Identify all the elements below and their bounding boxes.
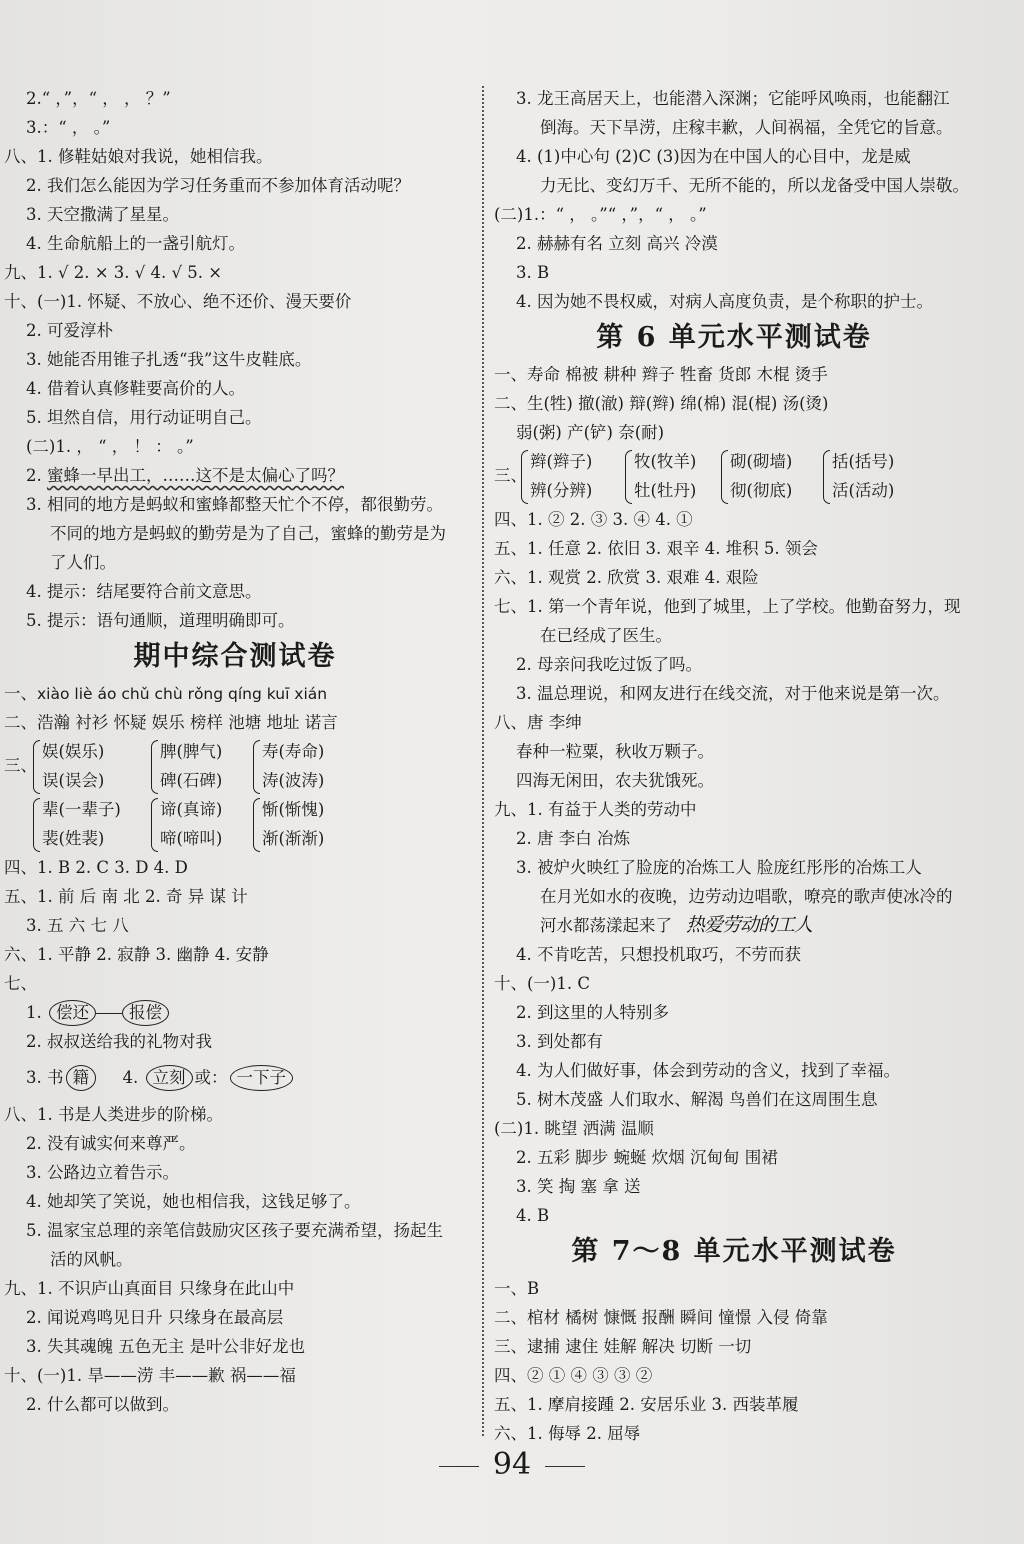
column-divider [482, 86, 484, 1436]
answer-line: 3. 她能否用锥子扎透“我”这牛皮鞋底。 [26, 350, 312, 369]
char-pair [160, 737, 222, 795]
answer-line: 六、1. 侮辱 2. 屈辱 [494, 1424, 641, 1443]
answer-line: 力无比、变幻万千、无所不能的，所以龙备受中国人崇敬。 [540, 176, 969, 195]
handwritten-note: 热爱劳动的工人 [686, 914, 813, 936]
answer-line: 弱(粥) 产(铲) 奈(耐) [516, 423, 665, 442]
answer-line: 2. 唐 李白 冶炼 [516, 829, 630, 848]
answer-line: 九、1. 不识庐山真面目 只缘身在此山中 [4, 1279, 295, 1298]
left-column [4, 84, 466, 1419]
answer-line: 三、逮捕 逮住 娃解 解决 切断 一切 [494, 1337, 752, 1356]
char-pair-item: 牡(牡丹) [634, 481, 697, 500]
answer-line: 二、棺材 橘树 慷慨 报酬 瞬间 憧憬 入侵 倚靠 [494, 1308, 828, 1327]
answer-line: 五、1. 任意 2. 依旧 3. 艰辛 4. 堆积 5. 领会 [494, 539, 818, 558]
answer-line: 七、 [4, 974, 37, 993]
page-number-dash [545, 1466, 585, 1467]
char-pair [160, 795, 222, 853]
item-number: 三、 [494, 466, 527, 485]
section-title-unit7-8: 第 7～8 单元水平测试卷 [571, 1236, 897, 1267]
alternative-label: 或： [194, 1068, 228, 1087]
answer-line: 3. 天空撒满了星星。 [26, 205, 179, 224]
answer-line: 九、1. 有益于人类的劳动中 [494, 800, 697, 819]
section-title-midterm: 期中综合测试卷 [133, 641, 337, 672]
answer-line: 4. 借着认真修鞋要高价的人。 [26, 379, 245, 398]
char-pair [42, 737, 104, 795]
right-column [494, 84, 974, 1448]
answer-line: 3.：“ ， 。” [26, 118, 111, 137]
answer-line: 3. 五 六 七 八 [26, 916, 129, 935]
page-number-dash [439, 1466, 479, 1467]
answer-line: 2. 可爱淳朴 [26, 321, 113, 340]
circled-word: 籍 [66, 1065, 97, 1091]
answer-line: 春种一粒粟，秋收万颗子。 [516, 742, 714, 761]
answer-line: 4. B [516, 1206, 550, 1225]
char-pair [42, 795, 121, 853]
char-pair-item: 渐(渐渐) [262, 829, 325, 848]
answer-line: 5. 坦然自信，用行动证明自己。 [26, 408, 262, 427]
answer-line: 六、1. 平静 2. 寂静 3. 幽静 4. 安静 [4, 945, 269, 964]
answer-line: 4. 生命航船上的一盏引航灯。 [26, 234, 245, 253]
answer-line: 2. 没有诚实何来尊严。 [26, 1134, 196, 1153]
answer-line: 一、B [494, 1279, 540, 1298]
answer-line [4, 1056, 466, 1100]
answer-line: 了人们。 [50, 553, 116, 572]
answer-line: 八、1. 书是人类进步的阶梯。 [4, 1105, 223, 1124]
item-number: 1. [26, 1003, 42, 1022]
brace-group [4, 737, 466, 795]
answer-line: 2.“ ，”，“ ， ， ？” [26, 89, 171, 108]
answer-line: 2. 我们怎么能因为学习任务重而不参加体育活动呢？ [26, 176, 410, 195]
circled-word: 立刻 [146, 1065, 193, 1091]
char-pair [832, 447, 894, 505]
answer-line: 十、(一)1. C [494, 974, 590, 993]
answer-line: 倒海。天下旱涝，庄稼丰歉，人间祸福，全凭它的旨意。 [540, 118, 953, 137]
char-pair-item: 彻(彻底) [730, 481, 793, 500]
circled-word: 报偿 [122, 1000, 169, 1026]
char-pair-item: 脾(脾气) [160, 742, 223, 761]
answer-line: 3. 公路边立着告示。 [26, 1163, 179, 1182]
answer-line: 十、(一)1. 怀疑、不放心、绝不还价、漫天要价 [4, 292, 352, 311]
page-number-text: 94 [492, 1447, 532, 1482]
answer-line: 4. 因为她不畏权威，对病人高度负责，是个称职的护士。 [516, 292, 933, 311]
answer-line: 在已经成了医生。 [540, 626, 672, 645]
answer-line: 3. 相同的地方是蚂蚁和蜜蜂都整天忙个不停，都很勤劳。 [26, 495, 443, 514]
answer-line: 5. 提示：语句通顺，道理明确即可。 [26, 611, 295, 630]
answer-line: 3. 龙王高居天上，也能潜入深渊；它能呼风唤雨，也能翻江 [516, 89, 950, 108]
char-pair-item: 牧(牧羊) [634, 452, 697, 471]
answer-line: 四海无闲田，农夫犹饿死。 [516, 771, 714, 790]
answer-text: 河水都荡漾起来了 [540, 916, 672, 935]
answer-line: 六、1. 观赏 2. 欣赏 3. 艰难 4. 艰险 [494, 568, 759, 587]
circled-word: 偿还 [49, 1000, 96, 1026]
char-pair-item: 误(误会) [42, 771, 105, 790]
answer-line: 五、1. 摩肩接踵 2. 安居乐业 3. 西装革履 [494, 1395, 799, 1414]
answer-line [4, 461, 466, 490]
char-pair [530, 447, 592, 505]
answer-line: 2. 五彩 脚步 蜿蜒 炊烟 沉甸甸 围裙 [516, 1148, 778, 1167]
brace-group [4, 795, 466, 853]
char-pair-item: 砌(砌墙) [730, 452, 793, 471]
answer-line: 八、1. 修鞋姑娘对我说，她相信我。 [4, 147, 273, 166]
answer-line: 4. 不肯吃苦，只想投机取巧，不劳而获 [516, 945, 801, 964]
char-pair-item: 辨(分辨) [530, 481, 593, 500]
answer-line: (二)1. 眺望 洒满 温顺 [494, 1119, 654, 1138]
answer-line: 5. 温家宝总理的亲笔信鼓励灾区孩子要充满希望，扬起生 [26, 1221, 443, 1240]
circled-word: 一下子 [230, 1065, 294, 1091]
answer-line: 2. 赫赫有名 立刻 高兴 冷漠 [516, 234, 718, 253]
answer-line [4, 998, 466, 1027]
answer-line: 活的风帆。 [50, 1250, 133, 1269]
answer-line: 四、1. ② 2. ③ 3. ④ 4. ① [494, 510, 693, 529]
section-title-unit6: 第 6 单元水平测试卷 [596, 322, 872, 353]
brace-group [494, 447, 974, 505]
answer-line: 4. 她却笑了笑说，她也相信我，这钱足够了。 [26, 1192, 361, 1211]
answer-line: 3. 笑 掏 塞 拿 送 [516, 1177, 641, 1196]
item-number: 三、 [4, 756, 37, 775]
answer-line: 5. 树木茂盛 人们取水、解渴 鸟兽们在这周围生息 [516, 1090, 878, 1109]
item-number: 3. 书 [26, 1068, 64, 1087]
char-pair-item: 谛(真谛) [160, 800, 223, 819]
answer-line: 五、1. 前 后 南 北 2. 奇 异 谋 计 [4, 887, 248, 906]
char-pair-item: 括(括号) [832, 452, 895, 471]
char-pair [262, 795, 324, 853]
answer-line: 在月光如水的夜晚，边劳动边唱歌，嘹亮的歌声使冰冷的 [540, 887, 953, 906]
answer-line: 四、1. B 2. C 3. D 4. D [4, 858, 188, 877]
answer-line: 四、② ① ④ ③ ③ ② [494, 1366, 653, 1385]
char-pair [634, 447, 696, 505]
answer-line: 4. (1)中心句 (2)C (3)因为在中国人的心目中，龙是威 [516, 147, 911, 166]
answer-line: 3. B [516, 263, 550, 282]
answer-line: 二、浩瀚 衬衫 怀疑 娱乐 榜样 池塘 地址 诺言 [4, 713, 338, 732]
answer-line: 二、生(牲) 撤(澈) 辩(辫) 绵(棉) 混(棍) 汤(烫) [494, 394, 829, 413]
char-pair-item: 活(活动) [832, 481, 895, 500]
char-pair-item: 娱(娱乐) [42, 742, 105, 761]
answer-line: 3. 失其魂魄 五色无主 是叶公非好龙也 [26, 1337, 305, 1356]
answer-line: (二)1. ， “ ， ！ ： 。” [26, 437, 194, 456]
pinyin-answers: xiào liè áo chǔ chù rǒng qíng kuī xián [37, 685, 328, 703]
answer-line: 2. 叔叔送给我的礼物对我 [26, 1032, 212, 1051]
item-number: 2. [26, 466, 42, 485]
char-pair-item: 涛(波涛) [262, 771, 325, 790]
page-number [0, 1445, 1024, 1485]
pinyin-line [4, 679, 466, 708]
answer-line: 十、(一)1. 旱——涝 丰——歉 祸——福 [4, 1366, 296, 1385]
answer-line: 2. 到这里的人特别多 [516, 1003, 669, 1022]
char-pair-item: 裴(姓裴) [42, 829, 105, 848]
item-number: 一、 [4, 684, 37, 703]
answer-line: 3. 被炉火映红了脸庞的冶炼工人 脸庞红彤彤的冶炼工人 [516, 858, 922, 877]
answer-line: 2. 母亲问我吃过饭了吗。 [516, 655, 702, 674]
connector-line [96, 1013, 122, 1014]
char-pair-item: 辈(一辈子) [42, 800, 121, 819]
char-pair-item: 啼(啼叫) [160, 829, 223, 848]
answer-line: 八、唐 李绅 [494, 713, 582, 732]
answer-line: 七、1. 第一个青年说，他到了城里，上了学校。他勤奋努力，现 [494, 597, 961, 616]
char-pair [262, 737, 324, 795]
answer-line: 3. 到处都有 [516, 1032, 603, 1051]
wavy-underlined-text: 蜜蜂一早出工，……这不是太偏心了吗？ [47, 466, 344, 485]
answer-line: 2. 什么都可以做到。 [26, 1395, 179, 1414]
answer-line [494, 911, 974, 940]
answer-line: 4. 提示：结尾要符合前文意思。 [26, 582, 262, 601]
answer-line: 4. 为人们做好事，体会到劳动的含义，找到了幸福。 [516, 1061, 900, 1080]
item-number: 4. [122, 1068, 139, 1087]
answer-line: (二)1.：“ ， 。”“ ，”，“ ， 。” [494, 205, 707, 224]
answer-line: 九、1. √ 2. × 3. √ 4. √ 5. × [4, 263, 223, 282]
answer-line: 3. 温总理说，和网友进行在线交流，对于他来说是第一次。 [516, 684, 950, 703]
char-pair-item: 寿(寿命) [262, 742, 325, 761]
answer-line: 一、寿命 棉被 耕种 辫子 牲畜 货郎 木棍 烫手 [494, 365, 828, 384]
char-pair [730, 447, 792, 505]
answer-line: 不同的地方是蚂蚁的勤劳是为了自己，蜜蜂的勤劳是为 [50, 524, 446, 543]
char-pair-item: 辫(辫子) [530, 452, 593, 471]
answer-line: 2. 闻说鸡鸣见日升 只缘身在最高层 [26, 1308, 284, 1327]
char-pair-item: 惭(惭愧) [262, 800, 325, 819]
char-pair-item: 碑(石碑) [160, 771, 223, 790]
